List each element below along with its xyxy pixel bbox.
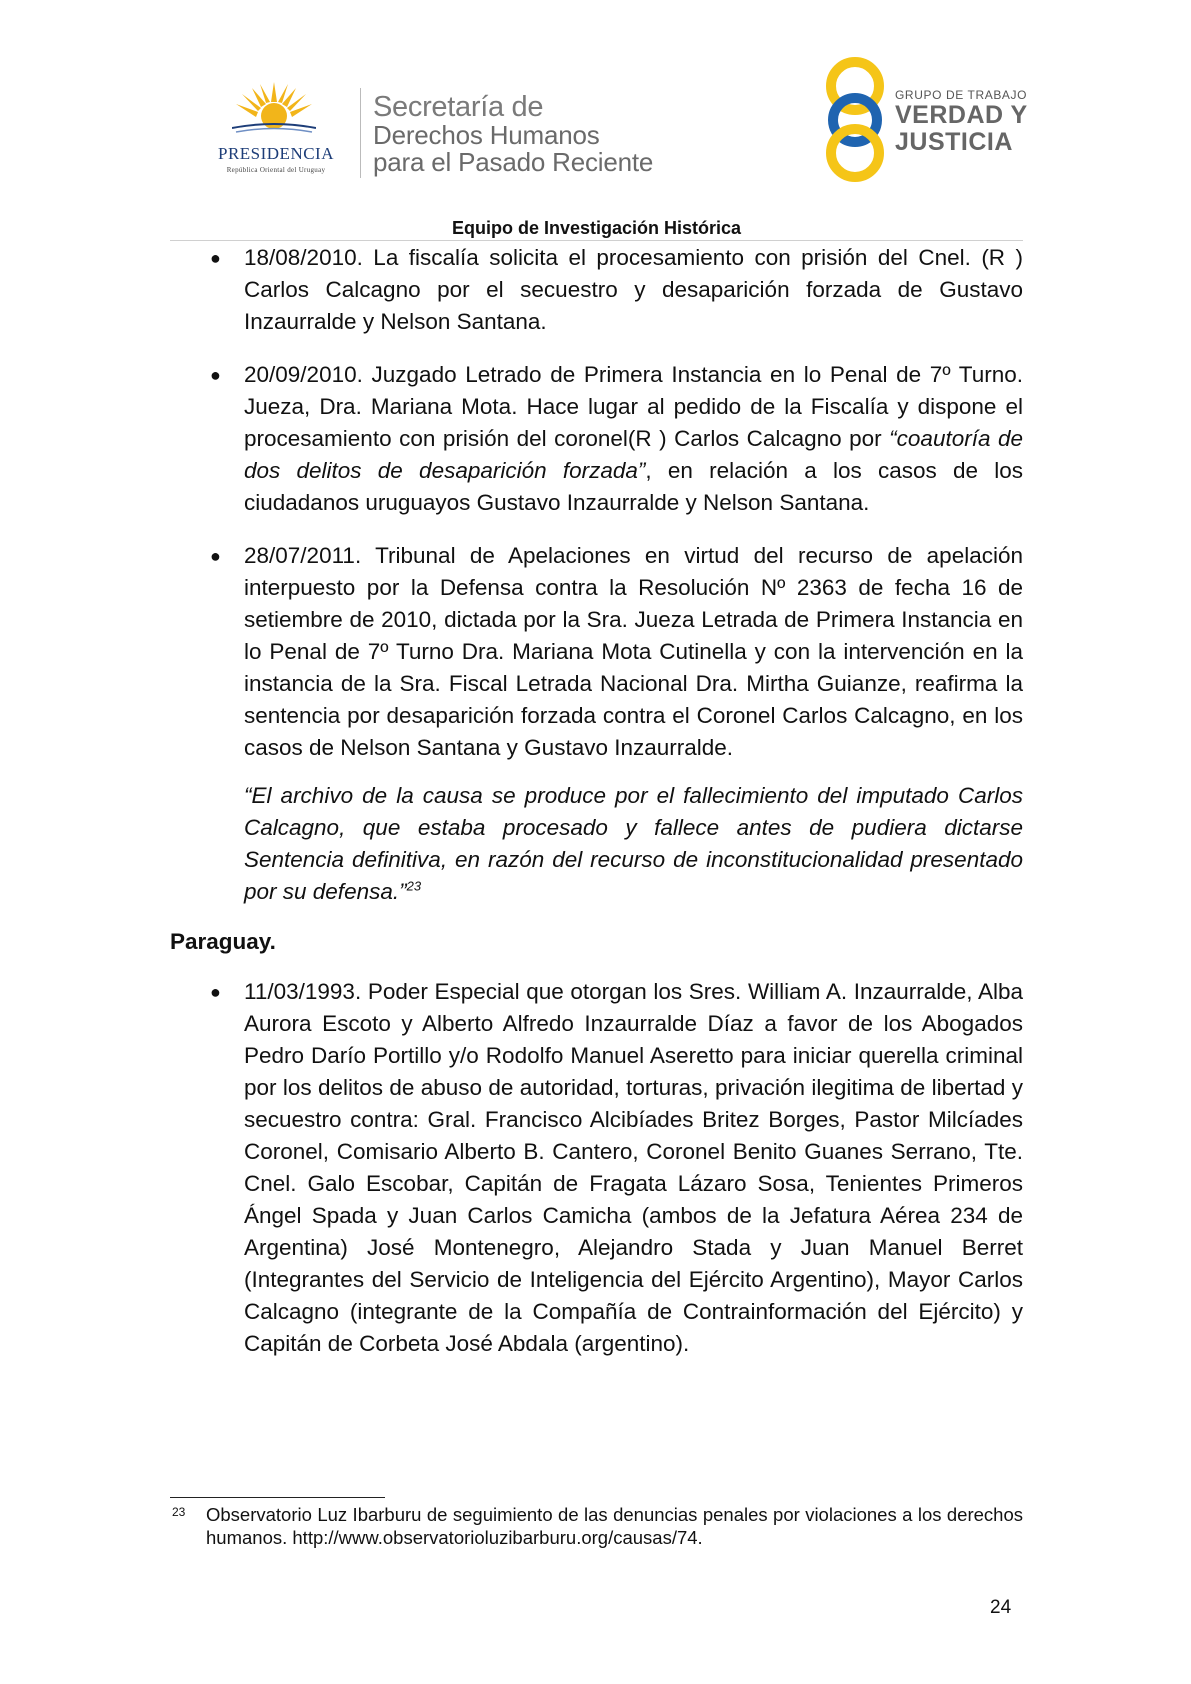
justicia-label: JUSTICIA [895, 128, 1013, 156]
grupo-de-trabajo-label: GRUPO DE TRABAJO [895, 88, 1028, 102]
verdad-y-label: VERDAD Y [895, 101, 1028, 129]
sun-emblem-icon [232, 82, 316, 134]
list-item-text: 18/08/2010. La fiscalía solicita el procesamiento con prisión del Cnel. (R ) Carlos Calcagno por el secuestro y desaparición forzada de Gustavo Inzaurralde y Nelson Santana. [244, 245, 1023, 334]
footnote-separator [170, 1497, 385, 1498]
footnote-number: 23 [172, 1505, 186, 1519]
footnote [170, 1503, 1023, 1549]
list-item [170, 359, 1023, 519]
paraguay-list [170, 976, 1023, 1360]
interlocking-rings-icon [820, 56, 890, 182]
presidencia-subtitle: República Oriental del Uruguay [226, 166, 326, 174]
list-item-text-tail: , en relación a los casos de los ciudadanos uruguayos Gustavo Inzaurralde y Nelson Santana. [244, 458, 1023, 515]
list-item-text: 11/03/1993. Poder Especial que otorgan los Sres. William A. Inzaurralde, Alba Aurora Escoto y Alberto Alfredo Inzaurralde Díaz a favor de los Abogados Pedro Darío Portillo y/o Rodolfo Manuel Aseretto para iniciar querella criminal por los delitos de abuso de autoridad, torturas, privación ilegitima de libertad y secuestro contra: Gral. Francisco Alcibíades Britez Borges, Pastor Milcíades Coronel, Comisario Alberto B. Cantero, Coronel Benito Guanes Serrano, Tte. Cnel. Galo Escobar, Capitán de Fragata Lázaro Sosa, Tenientes Primeros Ángel Spada y Juan Carlos Camicha (ambos de la Jefatura Aérea 234 de Argentina) José Montenegro, Alejandro Stada y Juan Manuel Berret (Integrantes del Servicio de Inteligencia del Ejército Argentino), Mayor Carlos Calcagno (integrante de la Compañía de Contrainformación del Ejército) y Capitán de Corbeta José Abdala (argentino). [244, 979, 1023, 1356]
presidencia-logo [196, 82, 356, 182]
quote-text: “El archivo de la causa se produce por el fallecimiento del imputado Carlos Calcagno, que estaba procesado y fallece antes de pudiera dictarse Sentencia definitiva, en razón del recurso de inconstitucionalidad presentado por su defensa.” [244, 783, 1023, 904]
list-item [170, 242, 1023, 338]
list-item [170, 976, 1023, 1360]
running-head: Equipo de Investigación Histórica [451, 218, 742, 238]
list-item-text: 20/09/2010. Juzgado Letrado de Primera Instancia en lo Penal de 7º Turno. Jueza, Dra. Mariana Mota. Hace lugar al pedido de la Fiscalía y dispone el procesamiento con prisión del coronel(R ) Carlos Calcagno por [244, 362, 1023, 451]
secretaria-logo [373, 92, 653, 176]
list-item [170, 540, 1023, 764]
main-content [170, 242, 1023, 1381]
bullet-icon: ● [210, 365, 221, 385]
footnote-reference[interactable]: 23 [406, 878, 422, 894]
uruguay-list [170, 242, 1023, 764]
section-heading: Paraguay. [170, 929, 276, 954]
block-quote [170, 780, 1023, 908]
header-rule [170, 240, 1023, 241]
bullet-icon: ● [210, 546, 221, 566]
bullet-icon: ● [210, 248, 221, 268]
presidencia-wordmark: PRESIDENCIA [217, 144, 334, 163]
page-header [0, 0, 1191, 215]
footnote-text: Observatorio Luz Ibarburu de seguimiento de las denuncias penales por violaciones a los derechos humanos. http://www.observatorioluzibarburu.org/causas/74. [206, 1504, 1023, 1548]
page-number: 24 [990, 1597, 1012, 1618]
list-item-italic-quote: “coautoría de dos delitos de desaparición forzada” [244, 426, 1023, 483]
secretaria-line-1: Secretaría de [373, 91, 544, 123]
list-item-text: 28/07/2011. Tribunal de Apelaciones en virtud del recurso de apelación interpuesto por la Defensa contra la Resolución Nº 2363 de fecha 16 de setiembre de 2010, dictada por la Sra. Jueza Letrada de Primera Instancia en lo Penal de 7º Turno Dra. Mariana Mota Cutinella y con la intervención en la instancia de la Sra. Fiscal Letrada Nacional Dra. Mirtha Guianze, reafirma la sentencia por desaparición forzada contra el Coronel Carlos Calcagno, en los casos de Nelson Santana y Gustavo Inzaurralde. [244, 543, 1023, 760]
secretaria-line-3: para el Pasado Reciente [373, 147, 654, 177]
verdad-justicia-logo [820, 56, 1080, 182]
logo-divider [360, 88, 361, 178]
bullet-icon: ● [210, 982, 221, 1002]
secretaria-line-2: Derechos Humanos [373, 120, 600, 150]
